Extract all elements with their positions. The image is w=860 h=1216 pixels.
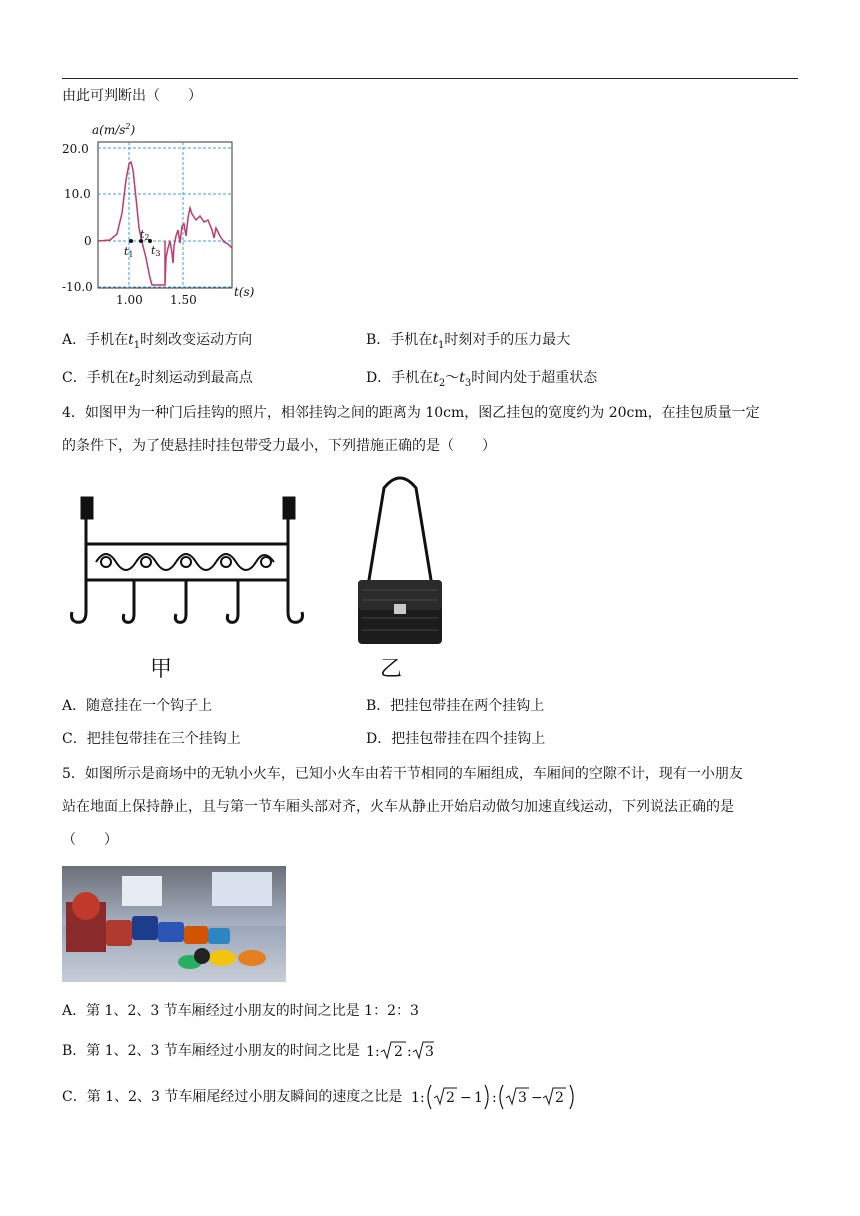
q5-option-a: A．第 1、2、3 节车厢经过小朋友的时间之比是 1：2：3 — [62, 1003, 419, 1019]
label-yi: 乙 — [380, 657, 403, 682]
svg-text:1: 1 — [410, 1090, 420, 1106]
acceleration-time-graph — [62, 118, 272, 308]
q4-stem-line2: 的条件下，为了使悬挂时挂包带受力最小，下列措施正确的是（ ） — [62, 438, 496, 454]
ratio-sqrt-b — [364, 1040, 434, 1062]
q5-option-b: B．第 1、2、3 节车厢经过小朋友的时间之比是 1 : 2 : 3 — [62, 1040, 434, 1062]
svg-text:2: 2 — [445, 1090, 455, 1106]
acceleration-curve — [98, 162, 232, 285]
q5-stem-line3: （ ） — [62, 832, 118, 848]
svg-text:3: 3 — [425, 1044, 435, 1060]
svg-text:2: 2 — [394, 1044, 404, 1060]
svg-text::: : — [375, 1044, 381, 1060]
q5-stem-line1: 5．如图所示是商场中的无轨小火车，已知小火车由若干节相同的车厢组成，车厢间的空隙不计，现有一小朋友 — [62, 766, 743, 782]
y-tick-neg10: -10.0 — [62, 280, 93, 294]
svg-text:−: − — [459, 1090, 472, 1106]
q4-option-b: B．把挂包带挂在两个挂钩上 — [366, 698, 545, 714]
label-jia: 甲 — [150, 657, 173, 682]
mall-train-photo — [62, 866, 286, 982]
mark-t3: t3 — [151, 244, 161, 258]
x-tick-150: 1.50 — [170, 293, 197, 307]
q4-stem-line1: 4．如图甲为一种门后挂钩的照片，相邻挂钩之间的距离为 10cm，图乙挂包的宽度约为 20cm，在挂包质量一定 — [62, 405, 760, 421]
svg-text:1: 1 — [473, 1090, 483, 1106]
q4-option-a: A．随意挂在一个钩子上 — [62, 698, 213, 714]
q3-stem: 由此可判断出（ ） — [62, 88, 202, 104]
q3-option-c: C．手机在$t_2$时刻运动到最高点 — [62, 370, 253, 389]
x-tick-100: 1.00 — [116, 293, 143, 307]
mark-t1-dot — [129, 239, 133, 243]
door-hook-rack-photo — [62, 492, 308, 632]
svg-text::: : — [491, 1090, 497, 1106]
q3-option-a: A．手机在$t_1$时刻改变运动方向 — [62, 332, 253, 351]
q3-option-b: B．手机在$t_1$时刻对手的压力最大 — [366, 332, 571, 351]
q3-option-d: D．手机在$t_2\sim t_3$时间内处于超重状态 — [366, 370, 598, 389]
svg-text::: : — [419, 1090, 425, 1106]
svg-text:−: − — [530, 1090, 543, 1106]
svg-text:3: 3 — [517, 1090, 527, 1106]
mark-t1: t1 — [124, 245, 134, 259]
y-tick-0: 0 — [84, 234, 92, 248]
q5-stem-line2: 站在地面上保持静止，且与第一节车厢头部对齐，火车从静止开始启动做匀加速直线运动，下列说法正确的是 — [62, 799, 734, 815]
svg-text::: : — [407, 1044, 413, 1060]
header-rule — [62, 78, 798, 79]
graph-y-label: $a(m/s^2)$ — [92, 122, 136, 137]
svg-text:1: 1 — [366, 1044, 376, 1060]
mark-t2: t2 — [140, 228, 150, 242]
q4-option-d: D．把挂包带挂在四个挂钩上 — [366, 731, 546, 747]
q4-option-c: C．把挂包带挂在三个挂钩上 — [62, 731, 241, 747]
y-tick-20: 20.0 — [62, 142, 89, 156]
svg-text:2: 2 — [554, 1090, 564, 1106]
q5-option-c: C．第 1、2、3 节车厢尾经过小朋友瞬间的速度之比是 1 : 2 − 1 : 3 − 2 — [62, 1082, 577, 1112]
handbag-photo — [352, 468, 448, 648]
graph-x-label: t(s) — [234, 285, 255, 299]
ratio-sqrt-c — [407, 1082, 577, 1112]
y-tick-10: 10.0 — [64, 187, 91, 201]
